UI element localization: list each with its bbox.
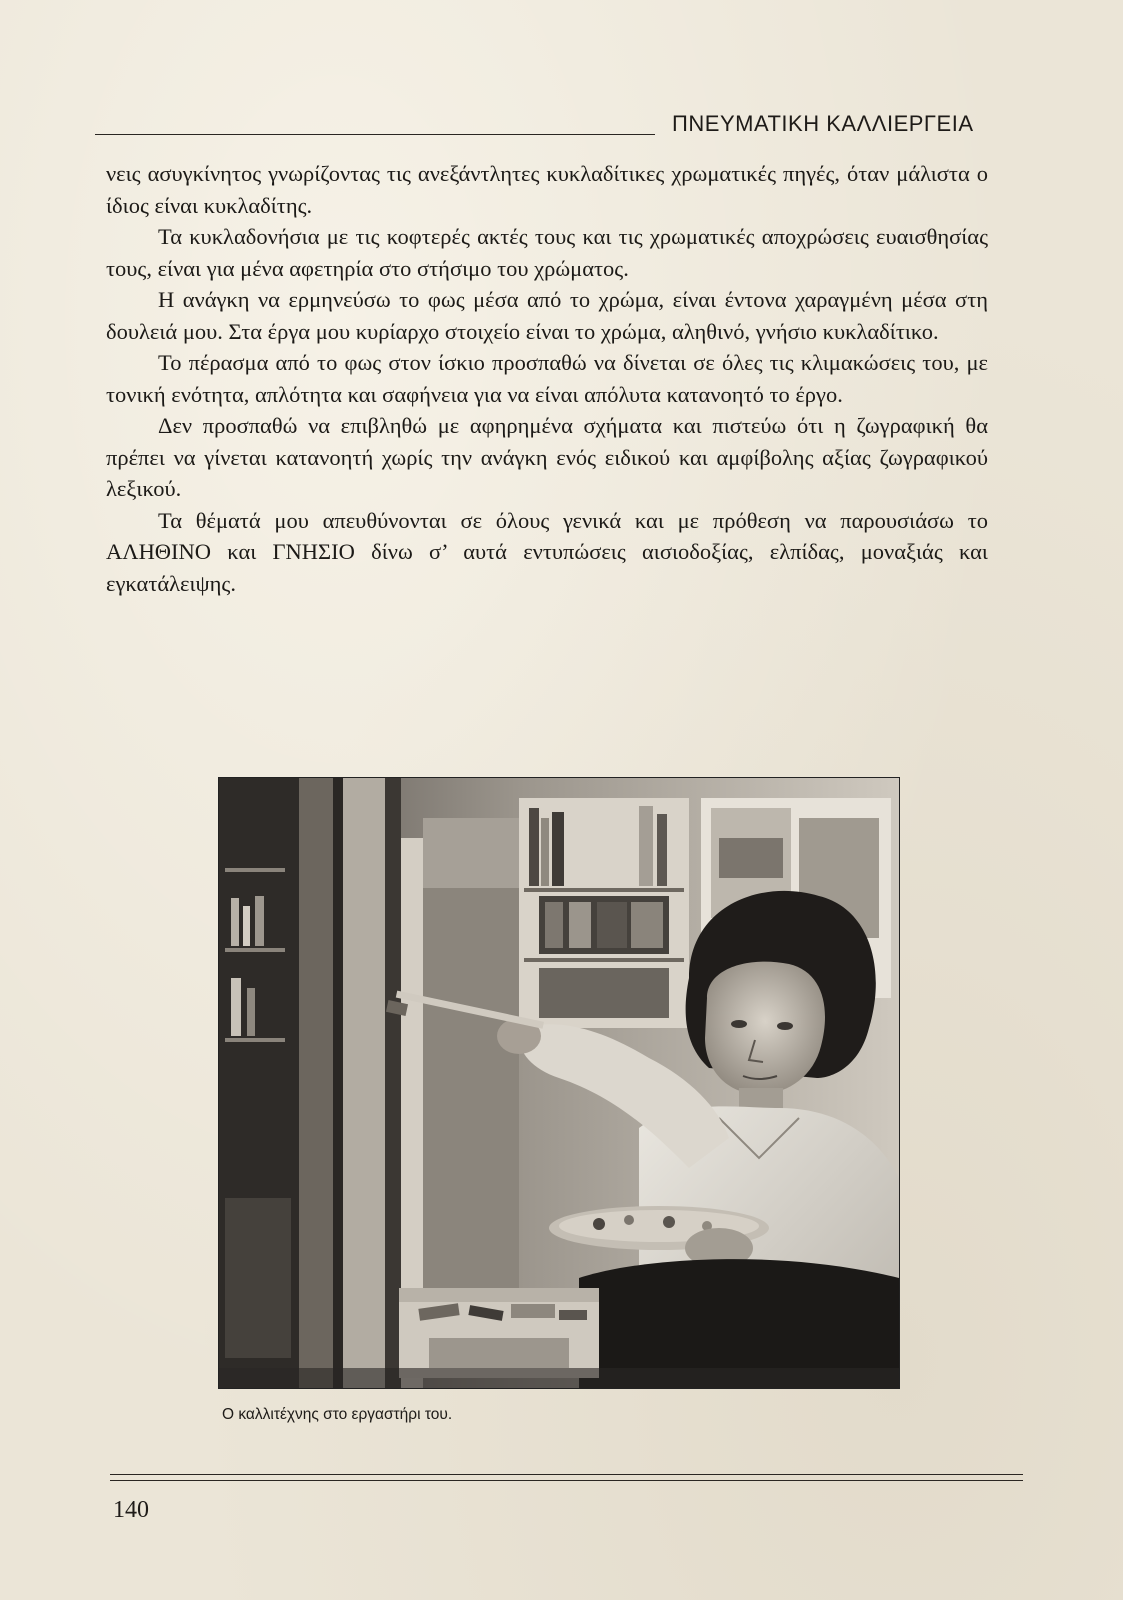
paragraph-5: Δεν προσπαθώ να επιβληθώ με αφηρημένα σχήματα και πιστεύω ότι η ζωγραφική θα πρέπει να γίνεται κατανοητή χωρίς την ανάγκη ενός ειδικού και αμφίβολης αξίας ζωγραφικού λεξικού. [106,413,988,501]
running-head: ΠΝΕΥΜΑΤΙΚΗ ΚΑΛΛΙΕΡΓΕΙΑ [672,111,974,136]
paragraph-6: Τα θέματά μου απευθύνονται σε όλους γενικά και με πρόθεση να παρουσιάσω το ΑΛΗΘΙΝΟ και ΓΝΗΣΙΟ δίνω σ’ αυτά εντυπώσεις αισιοδοξίας, ελπίδας, μοναξιάς και εγκατάλειψης. [106,507,988,596]
footer-rule-thin [110,1480,1023,1481]
footer-rule [110,1474,1023,1475]
paragraph-4: Το πέρασμα από το φως στον ίσκιο προσπαθώ να δίνεται σε όλες τις κλιμακώσεις του, με τονική ενότητα, απλότητα και σαφήνεια για να είναι απόλυτα κατανοητό το έργο. [106,350,988,407]
page-number: 140 [113,1497,149,1523]
photo-caption: Ο καλλιτέχνης στο εργαστήρι του. [222,1406,453,1423]
artist-studio-photo [218,777,900,1389]
header-rule [95,134,655,135]
paragraph-2: Τα κυκλαδονήσια με τις κοφτερές ακτές τους και τις χρωματικές αποχρώσεις ευαισθησίας τους, είναι για μένα αφετηρία στο στήσιμο του χρώματος. [106,224,988,281]
paragraph-1: νεις ασυγκίνητος γνωρίζοντας τις ανεξάντλητες κυκλαδίτικες χρωματικές πηγές, όταν μάλιστα ο ίδιος είναι κυκλαδίτης. [106,161,988,218]
paragraph-3: Η ανάγκη να ερμηνεύσω το φως μέσα από το χρώμα, είναι έντονα χαραγμένη μέσα στη δουλειά μου. Στα έργα μου κυρίαρχο στοιχείο είναι το χρώμα, αληθινό, γνήσιο κυκλαδίτικο. [106,287,988,344]
photo-illustration [219,778,899,1388]
body-text [106,158,988,599]
